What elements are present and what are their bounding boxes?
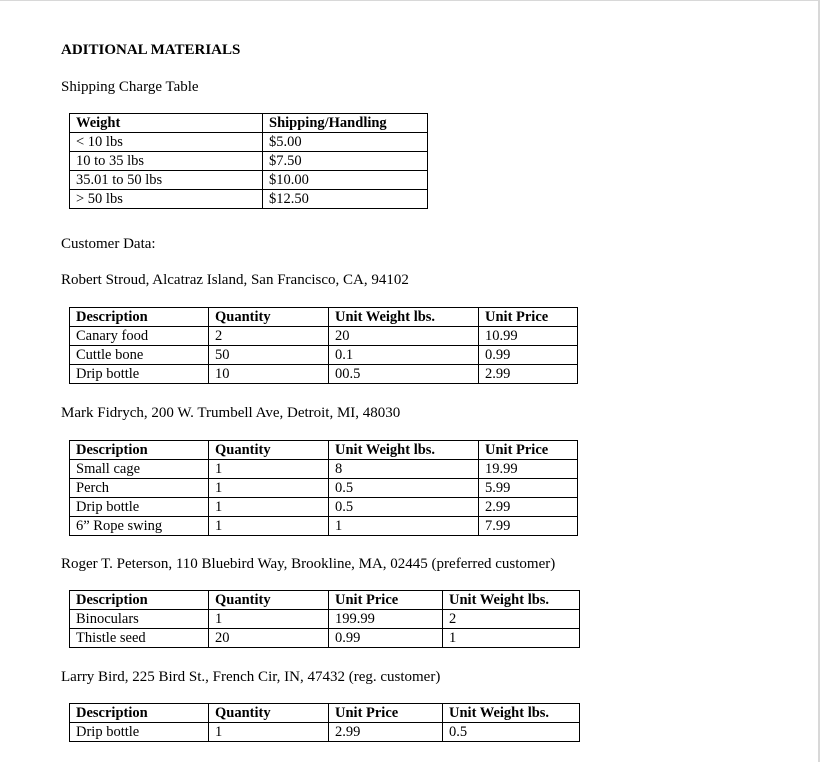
table-cell: 0.99 [329, 629, 443, 648]
table-cell: Canary food [70, 327, 209, 346]
table-cell: Small cage [70, 460, 209, 479]
table-cell: 1 [209, 498, 329, 517]
table-cell: 1 [209, 723, 329, 742]
table-row [70, 365, 578, 384]
column-header: Weight [70, 114, 263, 133]
table-row [70, 498, 578, 517]
table-cell: 0.5 [329, 479, 479, 498]
table-cell: Drip bottle [70, 365, 209, 384]
column-header: Description [70, 704, 209, 723]
table-cell: 1 [443, 629, 580, 648]
table-cell: 10 to 35 lbs [70, 152, 263, 171]
table-cell: 0.5 [329, 498, 479, 517]
column-header: Unit Weight lbs. [329, 308, 479, 327]
table-cell: 1 [209, 479, 329, 498]
table-cell: 2 [443, 610, 580, 629]
table-cell: Thistle seed [70, 629, 209, 648]
column-header: Description [70, 591, 209, 610]
table-cell: $12.50 [263, 190, 428, 209]
column-header: Quantity [209, 591, 329, 610]
table-cell: 1 [329, 517, 479, 536]
table-row [70, 327, 578, 346]
order-table [69, 590, 580, 648]
table-cell: Drip bottle [70, 498, 209, 517]
document-heading: ADITIONAL MATERIALS [61, 42, 241, 58]
table-cell: $7.50 [263, 152, 428, 171]
table-cell: 2.99 [329, 723, 443, 742]
table-row [70, 190, 428, 209]
table-cell: 20 [329, 327, 479, 346]
column-header: Quantity [209, 308, 329, 327]
table-cell: $10.00 [263, 171, 428, 190]
table-cell: 19.99 [479, 460, 578, 479]
table-cell: 2.99 [479, 365, 578, 384]
table-cell: 0.1 [329, 346, 479, 365]
column-header: Unit Price [479, 308, 578, 327]
table-row [70, 479, 578, 498]
table-row [70, 171, 428, 190]
table-header-row [70, 591, 580, 610]
shipping-charge-table [69, 113, 428, 209]
table-header-row [70, 441, 578, 460]
table-cell: 00.5 [329, 365, 479, 384]
table-cell: < 10 lbs [70, 133, 263, 152]
column-header: Quantity [209, 441, 329, 460]
table-row [70, 629, 580, 648]
table-cell: 10.99 [479, 327, 578, 346]
column-header: Unit Weight lbs. [443, 704, 580, 723]
order-table [69, 440, 578, 536]
table-cell: 5.99 [479, 479, 578, 498]
table-cell: 50 [209, 346, 329, 365]
table-cell: 10 [209, 365, 329, 384]
table-row [70, 346, 578, 365]
table-row [70, 723, 580, 742]
column-header: Description [70, 308, 209, 327]
table-cell: 1 [209, 460, 329, 479]
table-row [70, 517, 578, 536]
order-table [69, 703, 580, 742]
table-cell: Binoculars [70, 610, 209, 629]
table-cell: 1 [209, 517, 329, 536]
table-cell: 199.99 [329, 610, 443, 629]
table-cell: 7.99 [479, 517, 578, 536]
column-header: Unit Weight lbs. [329, 441, 479, 460]
table-cell: 2 [209, 327, 329, 346]
column-header: Unit Price [329, 591, 443, 610]
table-cell: Drip bottle [70, 723, 209, 742]
table-row [70, 460, 578, 479]
customer-info: Mark Fidrych, 200 W. Trumbell Ave, Detroit, MI, 48030 [61, 405, 401, 421]
table-header-row [70, 704, 580, 723]
table-row [70, 152, 428, 171]
table-cell: 6” Rope swing [70, 517, 209, 536]
column-header: Unit Price [329, 704, 443, 723]
table-cell: 0.5 [443, 723, 580, 742]
customer-data-label: Customer Data: [61, 236, 156, 252]
table-row [70, 610, 580, 629]
table-cell: 20 [209, 629, 329, 648]
column-header: Unit Price [479, 441, 578, 460]
table-header-row [70, 308, 578, 327]
table-cell: Cuttle bone [70, 346, 209, 365]
table-cell: 2.99 [479, 498, 578, 517]
table-cell: > 50 lbs [70, 190, 263, 209]
column-header: Description [70, 441, 209, 460]
column-header: Shipping/Handling [263, 114, 428, 133]
column-header: Unit Weight lbs. [443, 591, 580, 610]
table-row [70, 133, 428, 152]
customer-info: Larry Bird, 225 Bird St., French Cir, IN, 47432 (reg. customer) [61, 669, 441, 685]
table-cell: 35.01 to 50 lbs [70, 171, 263, 190]
customer-info: Roger T. Peterson, 110 Bluebird Way, Brookline, MA, 02445 (preferred customer) [61, 556, 556, 572]
customer-info: Robert Stroud, Alcatraz Island, San Francisco, CA, 94102 [61, 272, 409, 288]
table-cell: 8 [329, 460, 479, 479]
table-cell: 0.99 [479, 346, 578, 365]
table-cell: Perch [70, 479, 209, 498]
shipping-table-title: Shipping Charge Table [61, 79, 199, 95]
table-cell: $5.00 [263, 133, 428, 152]
table-cell: 1 [209, 610, 329, 629]
column-header: Quantity [209, 704, 329, 723]
order-table [69, 307, 578, 384]
table-header-row [70, 114, 428, 133]
